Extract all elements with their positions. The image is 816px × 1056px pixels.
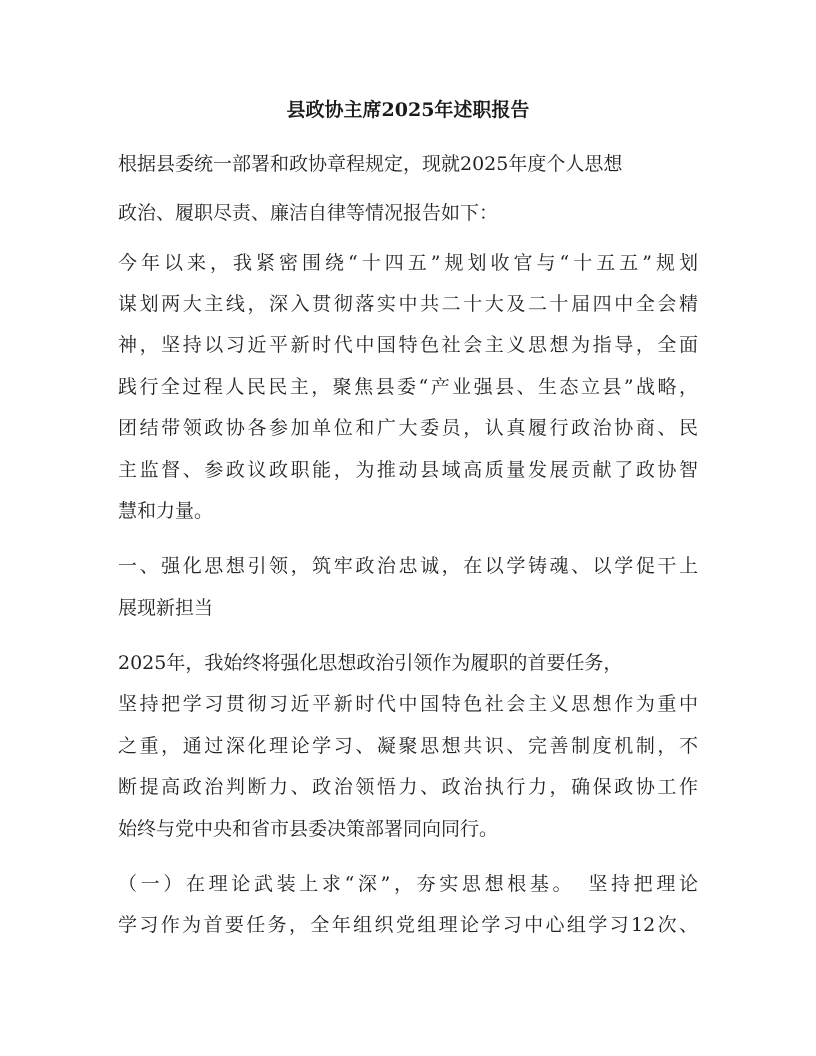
paragraph-line-5: 团结带领政协各参加单位和广大委员，认真履行政治协商、民 bbox=[118, 417, 698, 439]
section-heading-line-2: 展现新担当 bbox=[118, 597, 214, 619]
paragraph-line-4: 践行全过程人民民主，聚焦县委“产业强县、生态立县”战略， bbox=[118, 376, 698, 398]
subsection-line-2: 学习作为首要任务，全年组织党组理论学习中心组学习12次、 bbox=[118, 914, 698, 936]
intro-line-1: 根据县委统一部署和政协章程规定，现就2025年度个人思想 bbox=[118, 153, 623, 175]
paragraph-line-7: 慧和力量。 bbox=[118, 500, 214, 522]
section-body-line-2: 坚持把学习贯彻习近平新时代中国特色社会主义思想作为重中 bbox=[118, 693, 698, 715]
intro-line-2: 政治、履职尽责、廉洁自律等情况报告如下： bbox=[118, 202, 499, 224]
section-body-line-3: 之重，通过深化理论学习、凝聚思想共识、完善制度机制，不 bbox=[118, 735, 698, 757]
document-title: 县政协主席2025年述职报告 bbox=[286, 99, 530, 121]
paragraph-line-2: 谋划两大主线，深入贯彻落实中共二十大及二十届四中全会精 bbox=[118, 293, 698, 315]
section-body-line-1: 2025年，我始终将强化思想政治引领作为履职的首要任务， bbox=[118, 652, 623, 674]
section-body-line-5: 始终与党中央和省市县委决策部署同向同行。 bbox=[118, 818, 499, 840]
paragraph-line-1: 今年以来，我紧密围绕“十四五”规划收官与“十五五”规划 bbox=[118, 252, 698, 274]
paragraph-line-6: 主监督、参政议政职能，为推动县域高质量发展贡献了政协智 bbox=[118, 459, 698, 481]
paragraph-line-3: 神，坚持以习近平新时代中国特色社会主义思想为指导，全面 bbox=[118, 334, 698, 356]
section-body-line-4: 断提高政治判断力、政治领悟力、政治执行力，确保政协工作 bbox=[118, 776, 698, 798]
section-heading-line-1: 一、强化思想引领，筑牢政治忠诚，在以学铸魂、以学促干上 bbox=[118, 555, 698, 577]
subsection-line-1: （一）在理论武装上求“深”，夯实思想根基。 坚持把理论 bbox=[118, 873, 698, 895]
